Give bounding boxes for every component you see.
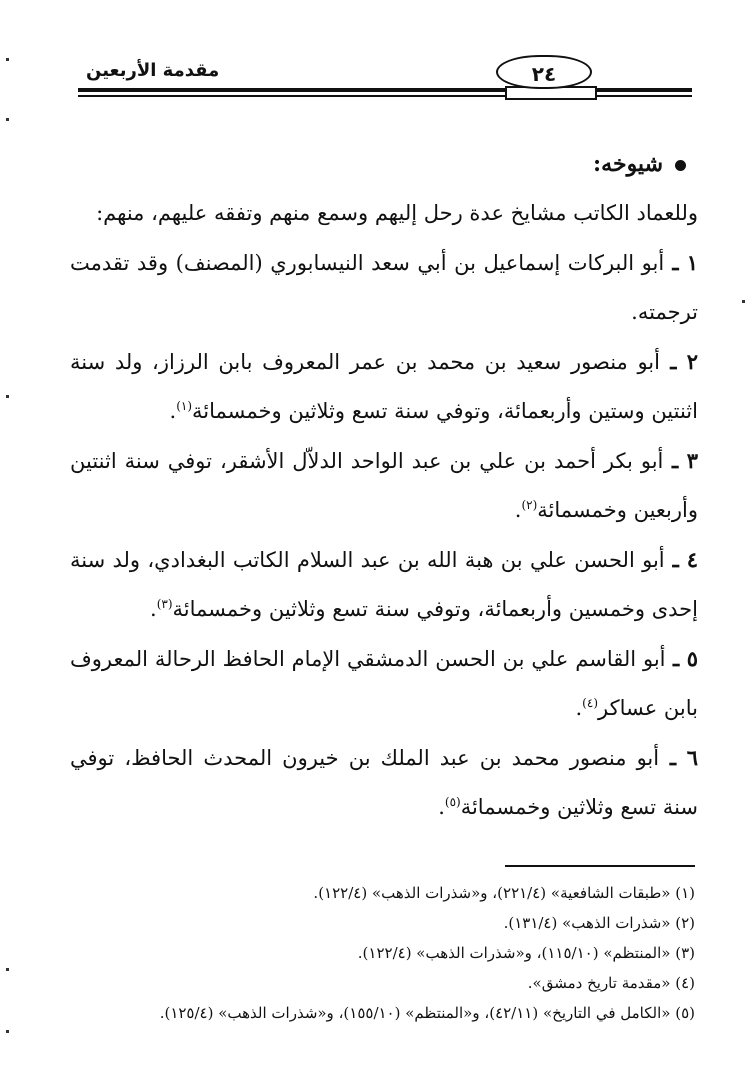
page-number: ٢٤: [496, 55, 592, 89]
item-number: ٦: [686, 745, 698, 770]
section-heading-text: شيوخه:: [593, 151, 663, 177]
list-item: ٤ ـ أبو الحسن علي بن هبة الله بن عبد السلام الكاتب البغدادي، ولد سنة إحدى وخمسين وأربعمائة، وتوفي سنة تسع وثلاثين وخمسمائة$^{(٣)}$.: [70, 547, 698, 621]
scan-speck: [6, 1030, 9, 1033]
item-number: ١: [686, 250, 698, 275]
item-text: أبو البركات إسماعيل بن أبي سعد النيسابوري (المصنف) وقد تقدمت ترجمته.: [70, 251, 698, 324]
item-text: أبو منصور سعيد بن محمد بن عمر المعروف بابن الرزاز، ولد سنة اثنتين وستين وأربعمائة، وتوفي سنة تسع وثلاثين وخمسمائة: [70, 350, 698, 423]
list-item: ١ ـ أبو البركات إسماعيل بن أبي سعد النيسابوري (المصنف) وقد تقدمت ترجمته.: [70, 250, 698, 324]
list-item: ٥ ـ أبو القاسم علي بن الحسن الدمشقي الإمام الحافظ الرحالة المعروف بابن عساكر$^{(٤)}$.: [70, 646, 698, 720]
scan-speck: [6, 395, 9, 398]
item-number: ٢: [686, 349, 698, 374]
footnote-ref[interactable]: (٥): [444, 795, 461, 809]
footnote: (٤) «مقدمة تاريخ دمشق».: [527, 974, 695, 992]
list-item: ٢ ـ أبو منصور سعيد بن محمد بن عمر المعروف بابن الرزاز، ولد سنة اثنتين وستين وأربعمائة، وتوفي سنة تسع وثلاثين وخمسمائة$^{(١)}$.: [70, 349, 698, 423]
footnote-ref[interactable]: (٤): [582, 696, 598, 710]
header-rule-thick: [78, 88, 692, 92]
footnote: (٥) «الكامل في التاريخ» (٤٢/١١)، و«المنتظم» (١٥٥/١٠)، و«شذرات الذهب» (١٢٥/٤).: [159, 1004, 695, 1022]
intro-paragraph: وللعماد الكاتب مشايخ عدة رحل إليهم وسمع منهم وتفقه عليهم، منهم:: [96, 201, 698, 225]
footnote: (٣) «المنتظم» (١١٥/١٠)، و«شذرات الذهب» (١٢٢/٤).: [357, 944, 695, 962]
footnotes: [159, 878, 695, 1028]
footnote: (٢) «شذرات الذهب» (١٣١/٤).: [503, 914, 695, 932]
footnote-ref[interactable]: (٣): [156, 597, 173, 611]
scan-speck: [6, 58, 9, 61]
scan-speck: [742, 300, 745, 303]
footnote-separator: [505, 865, 695, 867]
main-text: [70, 140, 698, 832]
list-item: ٣ ـ أبو بكر أحمد بن علي بن عبد الواحد الدلاّل الأشقر، توفي سنة اثنتين وأربعين وخمسمائة$^{(٢)}$.: [70, 448, 698, 522]
footnote: (١) «طبقات الشافعية» (٢٢١/٤)، و«شذرات الذهب» (١٢٢/٤).: [313, 884, 695, 902]
item-number: ٤: [686, 547, 698, 572]
footnote-ref[interactable]: (١): [176, 399, 193, 413]
item-number: ٣: [686, 448, 698, 473]
item-text: أبو بكر أحمد بن علي بن عبد الواحد الدلاّل الأشقر، توفي سنة اثنتين وأربعين وخمسمائة: [70, 449, 698, 522]
scan-speck: [6, 968, 9, 971]
item-text: أبو منصور محمد بن عبد الملك بن خيرون المحدث الحافظ، توفي سنة تسع وثلاثين وخمسمائة: [70, 746, 698, 819]
bullet-icon: [675, 160, 686, 171]
footnote-ref[interactable]: (٢): [521, 498, 538, 512]
item-number: ٥: [686, 646, 698, 671]
scan-speck: [6, 118, 9, 121]
item-text: أبو الحسن علي بن هبة الله بن عبد السلام الكاتب البغدادي، ولد سنة إحدى وخمسين وأربعمائة، وتوفي سنة تسع وثلاثين وخمسمائة: [70, 548, 698, 621]
section-heading: [70, 140, 698, 189]
running-header-title: مقدمة الأربعين: [86, 60, 220, 81]
header-rule-thin: [78, 95, 692, 97]
item-text: أبو القاسم علي بن الحسن الدمشقي الإمام الحافظ الرحالة المعروف بابن عساكر: [70, 647, 698, 720]
list-item: ٦ ـ أبو منصور محمد بن عبد الملك بن خيرون المحدث الحافظ، توفي سنة تسع وثلاثين وخمسمائة$^{(٥)}$.: [70, 745, 698, 819]
